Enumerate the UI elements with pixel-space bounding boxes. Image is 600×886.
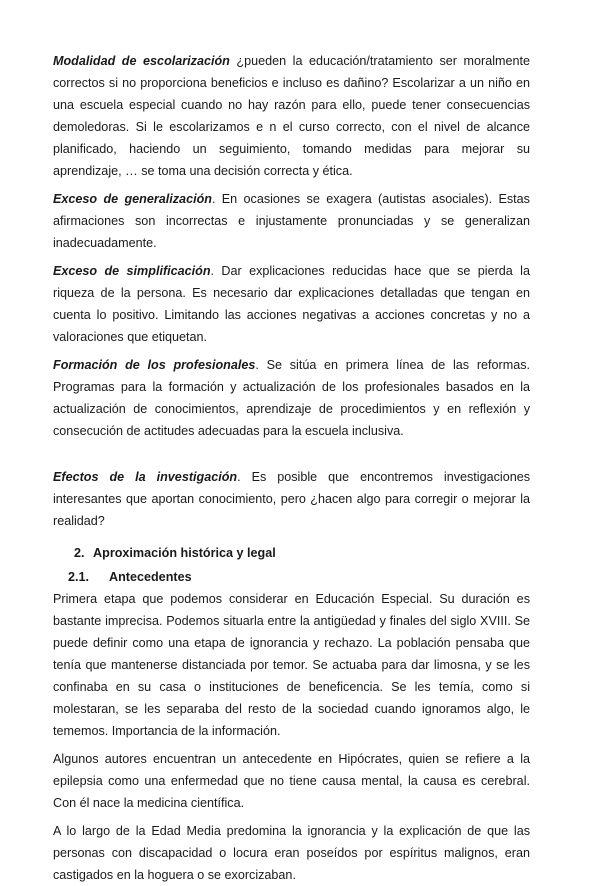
section-number: 2.: [74, 546, 85, 560]
text-simplificacion: . Dar explicaciones reducidas hace que se pierda la riqueza de la persona. Es necesario dar explicaciones detalladas que tengan en cuenta lo positivo. Limitando las acciones negativas a acciones concretas y no a valoraciones que etiquetan.: [53, 264, 530, 344]
section-heading: [53, 542, 530, 564]
text-generalizacion: . En ocasiones se exagera (autistas asociales). Estas afirmaciones son incorrectas e injustamente pronunciadas y se generalizan inadecuadamente.: [53, 192, 530, 250]
term-simplificacion: Exceso de simplificación: [53, 264, 211, 278]
text-modalidad: ¿pueden la educación/tratamiento ser moralmente correctos si no proporciona beneficios e incluso es dañino? Escolarizar a un niño en una escuela especial cuando no hay razón para ello, puede tener consecuencias demoledoras. Si le escolarizamos e n el curso correcto, con el nivel de alcance planificado, haciendo un seguimiento, tomando medidas para mejorar su aprendizaje, … se toma una decisión correcta y ética.: [53, 54, 530, 178]
paragraph-investigacion: [53, 466, 530, 532]
body-paragraph-2: Algunos autores encuentran un antecedente en Hipócrates, quien se refiere a la epilepsia como una enfermedad que no tiene causa mental, la causa es cerebral. Con él nace la medicina científica.: [53, 752, 530, 810]
subsection-title: Antecedentes: [109, 570, 192, 584]
text-investigacion: . Es posible que encontremos investigaciones interesantes que aportan conocimiento, pero ¿hacen algo para corregir o mejorar la realidad?: [53, 470, 531, 528]
paragraph-formacion: [53, 354, 530, 442]
text-formacion: . Se sitúa en primera línea de las reformas. Programas para la formación y actualización de los profesionales basados en la actualización de conocimientos, aprendizaje de procedimientos y en reflexión y consecución de actitudes adecuadas para la escuela inclusiva.: [53, 358, 531, 438]
section-title: Aproximación histórica y legal: [93, 546, 276, 560]
page-content: [53, 50, 530, 886]
paragraph-generalizacion: [53, 188, 530, 254]
body-paragraph-1: Primera etapa que podemos considerar en Educación Especial. Su duración es bastante imprecisa. Podemos situarla entre la antigüedad y finales del siglo XVIII. Se puede definir como una etapa de ignorancia y rechazo. La población pensaba que tenía que mantenerse distanciada por temor. Se actuaba para dar limosna, y se les confinaba en su casa o instituciones de beneficencia. Se les temía, como si molestaran, se les separaba del resto de la sociedad cuando ignoramos algo, le tememos. Importancia de la información.: [53, 592, 530, 738]
subsection-heading: [53, 566, 530, 588]
paragraph-modalidad: [53, 50, 530, 182]
term-formacion: Formación de los profesionales: [53, 358, 256, 372]
paragraph-simplificacion: [53, 260, 530, 348]
term-generalizacion: Exceso de generalización: [53, 192, 212, 206]
term-modalidad: Modalidad de escolarización: [53, 54, 230, 68]
body-paragraph-3: A lo largo de la Edad Media predomina la ignorancia y la explicación de que las personas con discapacidad o locura eran poseídos por espíritus malignos, eran castigados en la hoguera o se exorcizaban.: [53, 824, 530, 882]
subsection-number: 2.1.: [68, 570, 90, 584]
term-investigacion: Efectos de la investigación: [53, 470, 238, 484]
